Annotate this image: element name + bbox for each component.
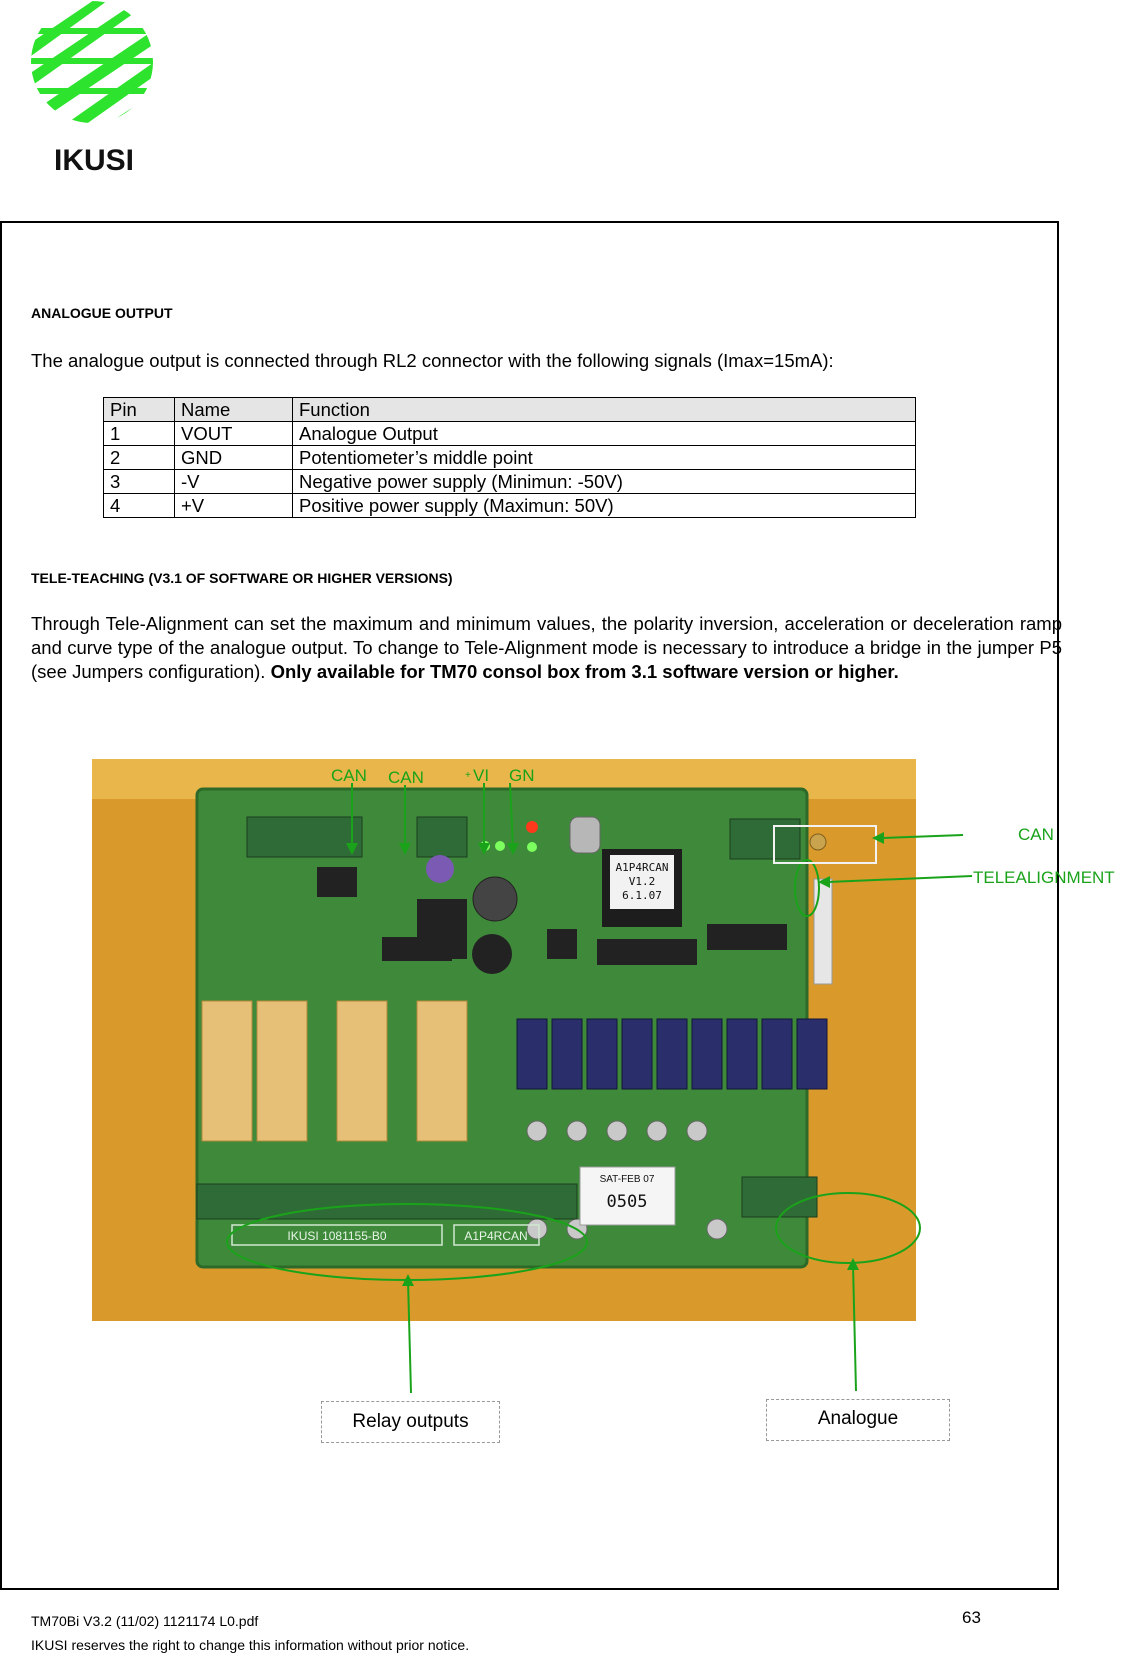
table-header-row bbox=[104, 398, 916, 422]
reed-relays bbox=[517, 1019, 827, 1089]
label-can-1: CAN bbox=[331, 766, 367, 785]
label-gn: GN bbox=[509, 766, 535, 785]
table-cell: Analogue Output bbox=[293, 422, 916, 446]
table-cell: 1 bbox=[104, 422, 175, 446]
logo-wordmark: IKUSI bbox=[53, 144, 135, 175]
analogue-terminal-strip bbox=[742, 1177, 817, 1217]
svg-text:V1.2: V1.2 bbox=[628, 875, 656, 888]
table-cell: 3 bbox=[104, 470, 175, 494]
pin-table bbox=[103, 397, 916, 518]
tele-teaching-text: Through Tele-Alignment can set the maximum and minimum values, the polarity inversion, acceleration or deceleration ramp and curve type of the analogue output. To change to Tele-Alignment mode is necessary to introduce a bridge in the jumper P5 (see Jumpers configuration). bbox=[31, 613, 1062, 682]
label-can-2: CAN bbox=[388, 768, 424, 787]
table-row bbox=[104, 422, 916, 446]
label-telealignment: TELEALIGNMENT bbox=[973, 868, 1115, 887]
svg-text:0505: 0505 bbox=[606, 1192, 648, 1212]
table-cell: -V bbox=[175, 470, 293, 494]
telealignment-header bbox=[814, 879, 832, 984]
tele-teaching-body bbox=[31, 612, 1062, 684]
table-cell: 4 bbox=[104, 494, 175, 518]
svg-text:A1P4RCAN: A1P4RCAN bbox=[464, 1229, 528, 1243]
table-row bbox=[104, 494, 916, 518]
board-photo bbox=[92, 759, 916, 1321]
page-number: 63 bbox=[962, 1608, 981, 1627]
table-cell: Negative power supply (Minimun: -50V) bbox=[293, 470, 916, 494]
table-cell: 2 bbox=[104, 446, 175, 470]
section-heading-analogue-output: ANALOGUE OUTPUT bbox=[31, 305, 173, 321]
svg-text:SAT-FEB 07: SAT-FEB 07 bbox=[599, 1174, 655, 1185]
can-connector bbox=[247, 817, 362, 857]
table-row bbox=[104, 470, 916, 494]
relay-terminal-strip bbox=[197, 1184, 577, 1219]
analogue-callout: Analogue bbox=[766, 1399, 950, 1441]
svg-text:6.1.07: 6.1.07 bbox=[622, 889, 662, 902]
table-cell: GND bbox=[175, 446, 293, 470]
table-cell: +V bbox=[175, 494, 293, 518]
power-connector bbox=[417, 817, 467, 857]
table-cell: VOUT bbox=[175, 422, 293, 446]
analogue-output-intro: The analogue output is connected through RL2 connector with the following signals (Imax=15mA): bbox=[31, 350, 834, 371]
table-row bbox=[104, 446, 916, 470]
table-cell: Positive power supply (Maximun: 50V) bbox=[293, 494, 916, 518]
label-vi: VI bbox=[473, 766, 490, 785]
relay-outputs-callout: Relay outputs bbox=[321, 1401, 500, 1443]
footer-document-info: TM70Bi V3.2 (11/02) 1121174 L0.pdf bbox=[31, 1613, 259, 1629]
svg-text:A1P4RCAN: A1P4RCAN bbox=[615, 861, 669, 874]
tele-teaching-note: Only available for TM70 consol box from 3.1 software version or higher. bbox=[270, 661, 899, 682]
label-vi-plus: + bbox=[465, 770, 471, 781]
table-header: Name bbox=[175, 398, 293, 422]
footer-disclaimer: IKUSI reserves the right to change this information without prior notice. bbox=[31, 1637, 470, 1653]
ikusi-logo bbox=[30, 0, 160, 175]
section-heading-tele-teaching: TELE-TEACHING (V3.1 OF SOFTWARE OR HIGHER VERSIONS) bbox=[31, 570, 453, 586]
table-header: Pin bbox=[104, 398, 175, 422]
table-cell: Potentiometer’s middle point bbox=[293, 446, 916, 470]
table-header: Function bbox=[293, 398, 916, 422]
svg-text:IKUSI 1081155-B0: IKUSI 1081155-B0 bbox=[287, 1229, 387, 1243]
label-can-right: CAN bbox=[1018, 825, 1054, 844]
